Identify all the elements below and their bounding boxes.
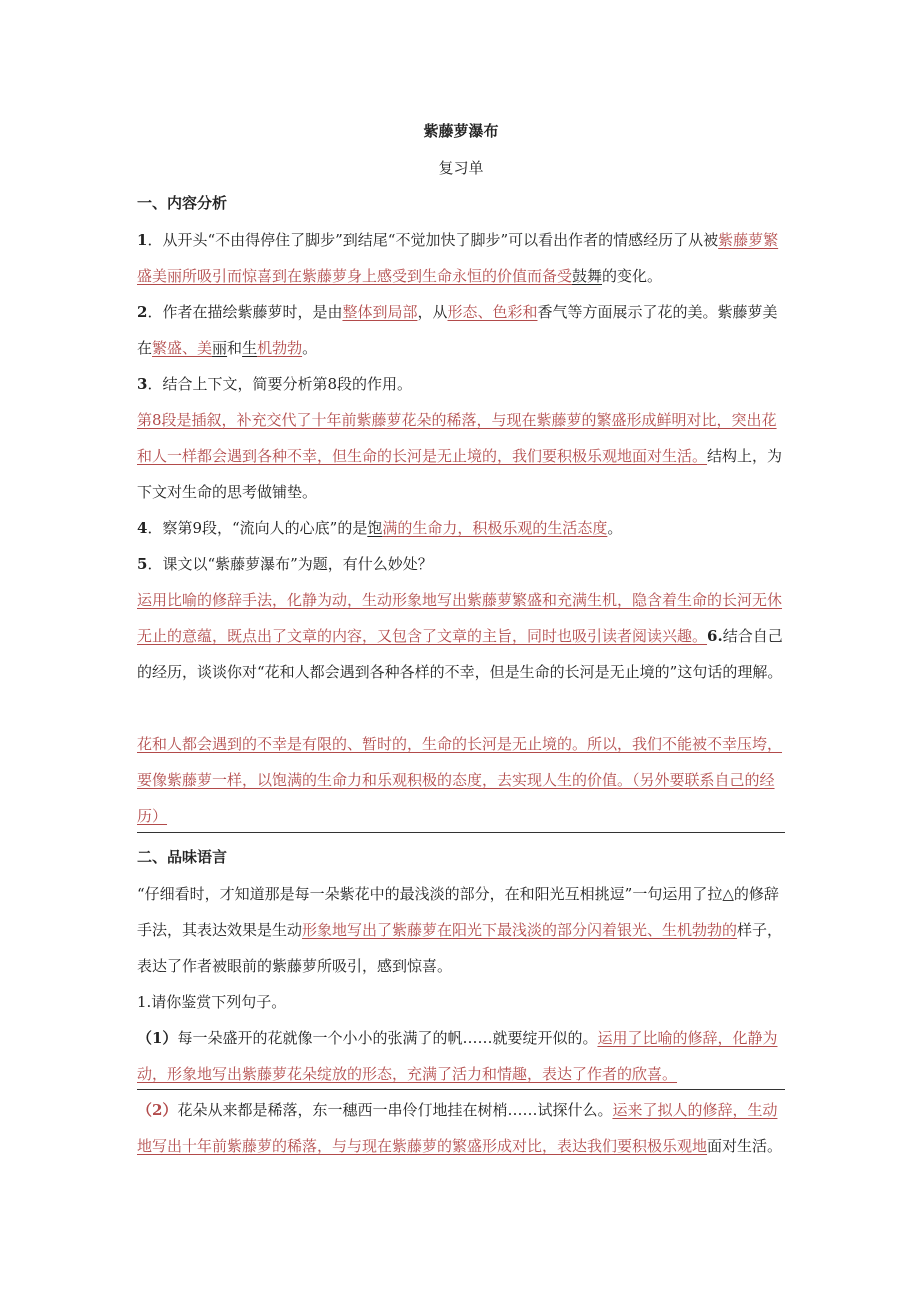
sentence-number: （1） — [137, 1029, 178, 1047]
document-title: 紫藤萝瀑布 — [423, 122, 499, 140]
question-2 — [137, 294, 785, 366]
question-1 — [137, 222, 785, 294]
answer-text: 花和人都会遇到的不幸是有限的、暂时的，生命的长河是无止境的。所以，我们不能被不幸压垮，要像紫藤萝一样，以饱满的生命力和乐观积极的态度，去实现人生的价值。（另外要联系自己的经历） — [137, 735, 783, 825]
answer-text-black: 生 — [242, 339, 258, 357]
question-tail: 。 — [607, 519, 623, 537]
section-heading-language: 二、品味语言 — [137, 848, 228, 866]
question-text: ．从开头“不由得停住了脚步”到结尾“不觉加快了脚步”可以看出作者的情感经历了从被 — [147, 231, 719, 249]
sentence-text: 花朵从来都是稀落，东一穗西一串伶仃地挂在树梢……试探什么。 — [177, 1101, 613, 1119]
question-3 — [137, 366, 785, 402]
question-text: ．结合上下文，简要分析第8段的作用。 — [147, 375, 412, 393]
intro-text: “仔细看时，才知道那是每一朵紫花中的最浅淡的部分，在和阳光互相挑逗”一句运用了拉△的修辞手法，其表达效果是生动 — [137, 885, 779, 939]
connector-text: ，从 — [417, 303, 448, 321]
question-tail: 的变化。 — [602, 267, 663, 285]
question-text: ．课文以“紫藤萝瀑布”为题，有什么妙处？ — [147, 555, 433, 573]
sentence-number: （2） — [137, 1101, 178, 1119]
question-text: ．作者在描绘紫藤萝时，是由 — [147, 303, 343, 321]
answer-text: 形态、色彩和 — [447, 303, 538, 321]
answer-3 — [137, 402, 785, 510]
answer-text: 运用比喻的修辞手法，化静为动，生动形象地写出紫藤萝繁盛和充满生机，隐含着生命的长河无休无止的意蕴，既点出了文章的内容，又包含了文章的主旨，同时也吸引读者阅读兴趣。 — [137, 591, 783, 645]
divider-line — [137, 1089, 785, 1090]
answer-tail: 结构上，为下文对生命的思考做铺垫。 — [137, 447, 783, 501]
answer-6 — [137, 726, 785, 834]
subquestion-1-label: 1.请你鉴赏下列句子。 — [137, 993, 287, 1011]
question-number: 3 — [137, 375, 148, 393]
question-4 — [137, 510, 785, 546]
answer-text-black: 饱 — [367, 519, 383, 537]
answer-text: 紫藤萝繁盛美丽所吸引而惊喜到在紫藤萝身上感受到生命永恒的价值而备受 — [137, 231, 779, 285]
question-number: 1 — [137, 231, 148, 249]
question-5 — [137, 546, 785, 582]
intro-tail: 样子，表达了作者被眼前的紫藤萝所吸引，感到惊喜。 — [137, 921, 783, 975]
document-subtitle: 复习单 — [438, 159, 484, 177]
question-number: 4 — [137, 519, 148, 537]
answer-text: 运来了拟人的修辞，生动地写出十年前紫藤萝的稀落，与与现在紫藤萝的繁盛形成对比，表达我们要积极乐观地 — [137, 1101, 778, 1155]
answer-5-and-question-6 — [137, 582, 785, 690]
section-divider — [137, 832, 785, 833]
connector-text: 香气等方面展示了花的美。紫藤萝美在 — [137, 303, 778, 357]
question-number: 2 — [137, 303, 148, 321]
question-number: 5 — [137, 555, 148, 573]
answer-tail: 面对生活。 — [707, 1137, 783, 1155]
section-heading-content-analysis: 一、内容分析 — [137, 194, 228, 212]
answer-text-black: 丽 — [212, 339, 228, 357]
question-number: 6. — [707, 627, 723, 645]
answer-text-black: 鼓舞 — [572, 267, 603, 285]
answer-text: 形象地写出了紫藤萝在阳光下最浅淡的部分闪着银光、生机勃勃的 — [302, 921, 738, 939]
answer-text: 满的生命力，积极乐观的生活态度 — [382, 519, 608, 537]
sentence-2 — [137, 1092, 785, 1164]
answer-text: 机勃勃 — [257, 339, 303, 357]
sentence-1 — [137, 1020, 785, 1092]
sentence-text: 每一朵盛开的花就像一个小小的张满了的帆……就要绽开似的。 — [177, 1029, 598, 1047]
answer-text: 运用了比喻的修辞，化静为动，形象地写出紫藤萝花朵绽放的形态，充满了活力和情趣，表达了作者的欣喜。 — [137, 1029, 778, 1083]
connector-text: 和 — [227, 339, 243, 357]
question-text: 结合自己的经历，谈谈你对“花和人都会遇到各种各样的不幸，但是生命的长河是无止境的”这句话的理解。 — [137, 627, 783, 681]
answer-text: 繁盛、美 — [152, 339, 213, 357]
answer-text: 整体到局部 — [342, 303, 418, 321]
question-tail: 。 — [302, 339, 318, 357]
language-intro — [137, 876, 785, 984]
question-text: ．察第9段，“流向人的心底”的是 — [147, 519, 368, 537]
answer-text: 第8段是插叙，补充交代了十年前紫藤萝花朵的稀落，与现在紫藤萝的繁盛形成鲜明对比，突出花和人一样都会遇到各种不幸，但生命的长河是无止境的，我们要积极乐观地面对生活。 — [137, 411, 777, 465]
